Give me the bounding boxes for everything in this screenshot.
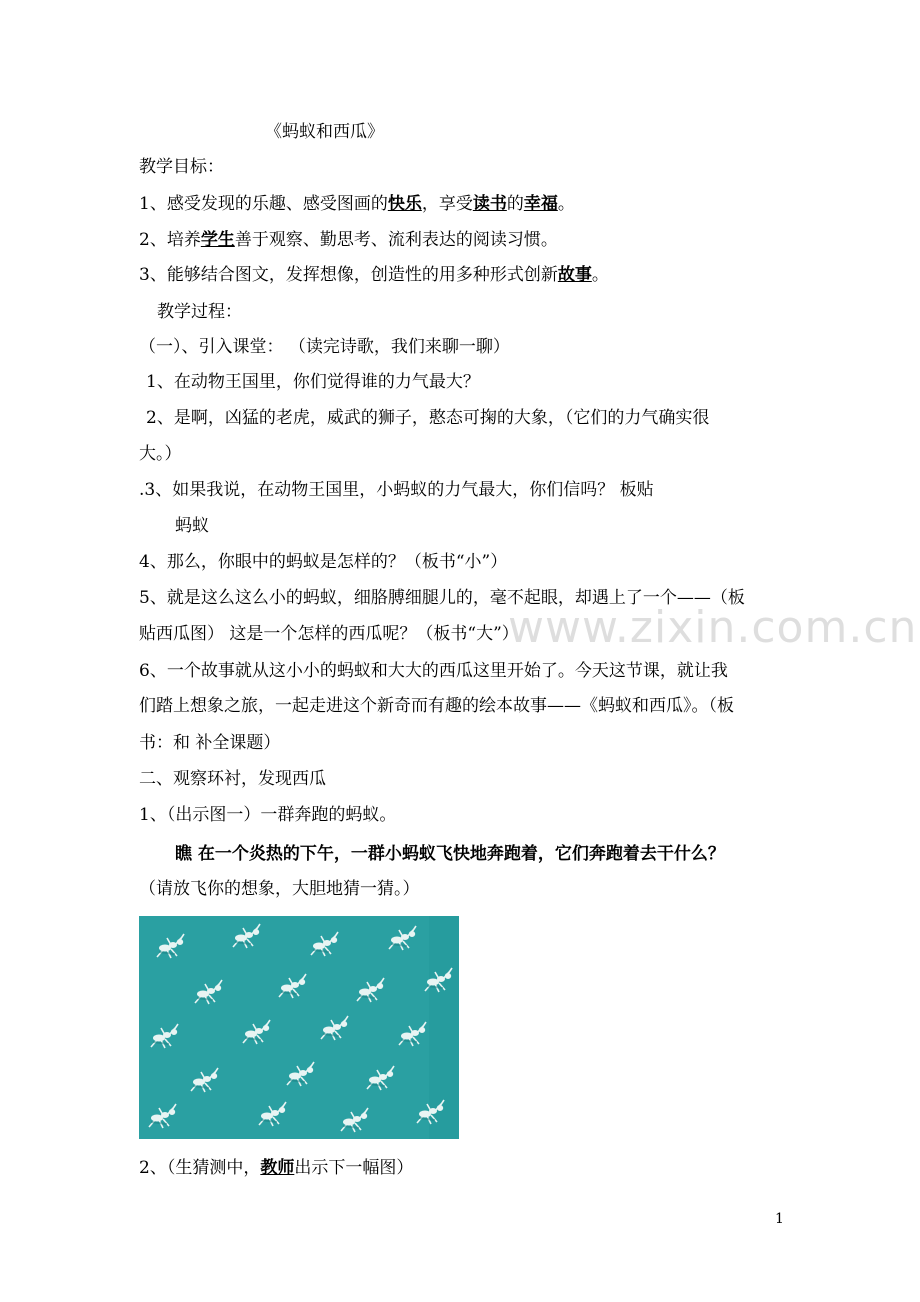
goals-heading: 教学目标： [139,157,224,177]
question-6-line-1: 6、一个故事就从这小小的蚂蚁和大大的西瓜这里开始了。今天这节课，就让我 [139,661,728,681]
goal-2-text-c: 善于观察、勤思考、流利表达的阅读习惯。 [234,230,558,250]
bold-prompt: 瞧 在一个炎热的下午，一群小蚂蚁飞快地奔跑着，它们奔跑着去干什么？ [175,844,725,864]
goal-2 [139,232,558,249]
goal-3-text-a: 3、能够结合图文，发挥想像，创造性的用多种形式创新 [139,265,558,285]
item-2-text-a: 2、（生猜测中， [139,1158,261,1178]
goal-1 [139,196,575,213]
goal-2-text-a: 2、培养 [139,230,201,250]
goal-1-text-e: 的 [506,194,524,214]
section-2-heading: 二、观察环衬，发现西瓜 [139,769,326,789]
question-2-line-1: 2、是啊，凶猛的老虎，威武的狮子，憨态可掬的大象，（它们的力气确实很 [146,408,710,428]
goal-1-text-a: 1、感受发现的乐趣、感受图画的 [139,194,388,214]
goal-1-text-c: ，享受 [421,194,473,214]
section-2-item-1: 1、（出示图一）一群奔跑的蚂蚁。 [139,805,397,825]
question-4: 4、那么，你眼中的蚂蚁是怎样的？（板书“小”） [139,552,508,572]
question-3-line-1: .3、如果我说，在动物王国里，小蚂蚁的力气最大，你们信吗？ 板贴 [139,480,654,500]
question-5-line-1: 5、就是这么这么小的蚂蚁，细胳膊细腿儿的，毫不起眼，却遇上了一个——（板 [139,588,745,608]
running-ants-picture [139,916,459,1139]
question-2-line-2: 大。） [139,444,182,464]
document-title: 《蚂蚁和西瓜》 [265,122,384,142]
question-6-line-2: 们踏上想象之旅，一起走进这个新奇而有趣的绘本故事——《蚂蚁和西瓜》。（板 [139,696,734,716]
page-number: 1 [775,1211,784,1227]
link-jiaoshi[interactable]: 教师 [260,1158,295,1178]
link-dushu[interactable]: 读书 [472,194,507,214]
question-1: 1、在动物王国里，你们觉得谁的力气最大？ [146,372,480,392]
section-1-heading: （一）、引入课堂： （读完诗歌，我们来聊一聊） [139,337,510,357]
goal-3 [139,267,609,284]
item-2-text-c: 出示下一幅图） [294,1158,414,1178]
link-gushi[interactable]: 故事 [557,265,592,285]
watermark: www.zixin.com.cn [508,602,918,653]
process-heading: 教学过程： [157,302,242,322]
link-xingfu[interactable]: 幸福 [523,194,558,214]
goal-1-text-g: 。 [557,194,575,214]
question-6-line-3: 书：和 补全课题） [139,733,281,753]
link-kuaile[interactable]: 快乐 [387,194,422,214]
goal-3-text-c: 。 [591,265,609,285]
running-ants-svg [139,916,459,1139]
prompt-note: （请放飞你的想象，大胆地猜一猜。） [139,879,420,899]
link-xuesheng[interactable]: 学生 [200,230,235,250]
question-5-line-2: 贴西瓜图） 这是一个怎样的西瓜呢？（板书“大”） [139,624,519,644]
question-3-line-2: 蚂蚁 [175,516,209,536]
section-2-item-2 [139,1160,413,1177]
